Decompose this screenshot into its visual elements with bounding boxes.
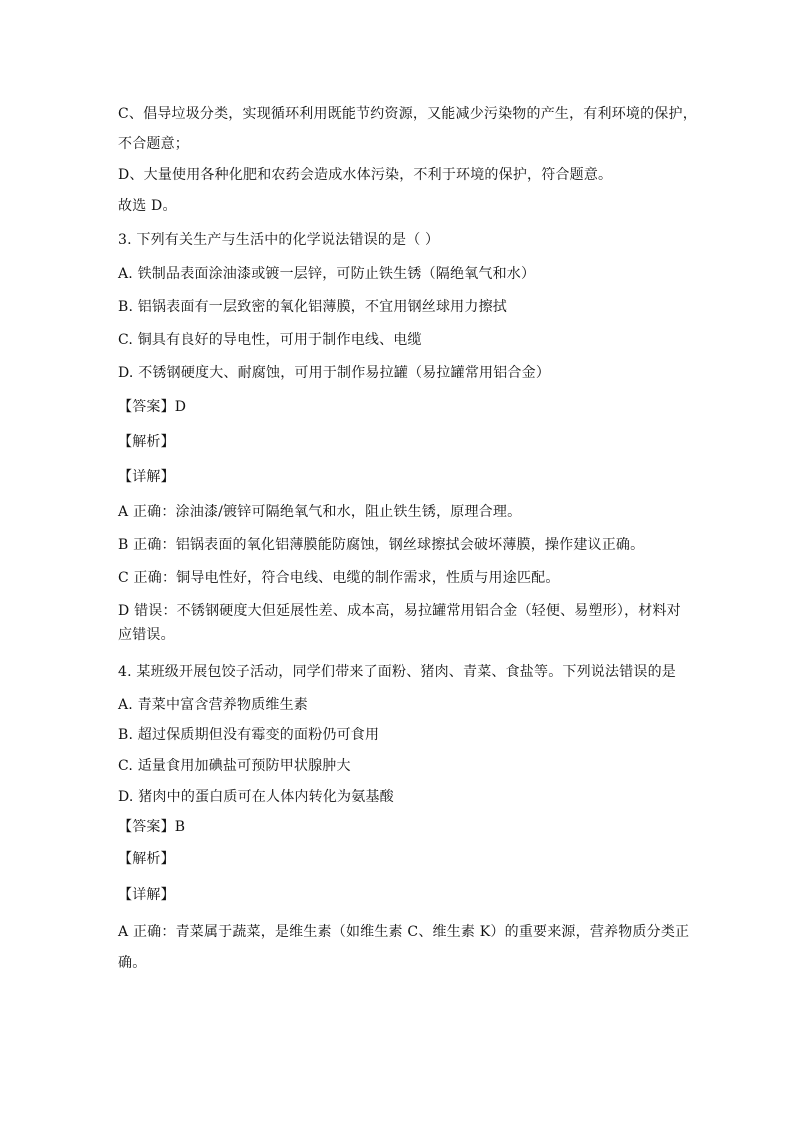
option-line: C. 铜具有良好的导电性，可用于制作电线、电缆 bbox=[118, 332, 422, 348]
option-line: A. 青菜中富含营养物质维生素 bbox=[118, 697, 309, 713]
explanation-line: D 错误：不锈钢硬度大但延展性差、成本高，易拉罐常用铝合金（轻便、易塑形），材料对 bbox=[118, 603, 681, 619]
option-line: C. 适量食用加碘盐可预防甲状腺肿大 bbox=[118, 758, 351, 774]
explanation-line: A 正确：涂油漆/镀锌可隔绝氧气和水，阻止铁生锈，原理合理。 bbox=[118, 504, 522, 520]
analysis-label: 【解析】 bbox=[118, 851, 175, 867]
text-line: D、大量使用各种化肥和农药会造成水体污染，不利于环境的保护，符合题意。 bbox=[118, 167, 613, 183]
answer-label: 【答案】B bbox=[118, 819, 186, 835]
explanation-line: A 正确：青菜属于蔬菜，是维生素（如维生素 C、维生素 K）的重要来源，营养物质分类正 bbox=[118, 924, 690, 940]
text-line: 故选 D。 bbox=[118, 198, 177, 214]
explanation-line: C 正确：铜导电性好，符合电线、电缆的制作需求，性质与用途匹配。 bbox=[118, 570, 560, 586]
option-line: B. 铝锅表面有一层致密的氧化铝薄膜，不宜用钢丝球用力擦拭 bbox=[118, 299, 507, 315]
question-stem: 4. 某班级开展包饺子活动，同学们带来了面粉、猪肉、青菜、食盐等。下列说法错误的是 bbox=[118, 664, 677, 680]
analysis-label: 【解析】 bbox=[118, 434, 175, 450]
question-stem: 3. 下列有关生产与生活中的化学说法错误的是（ ） bbox=[118, 232, 440, 248]
answer-label: 【答案】D bbox=[118, 399, 187, 415]
text-line: C、倡导垃圾分类，实现循环利用既能节约资源，又能减少污染物的产生，有利环境的保护， bbox=[118, 106, 697, 122]
option-line: D. 不锈钢硬度大、耐腐蚀，可用于制作易拉罐（易拉罐常用铝合金） bbox=[118, 365, 551, 381]
explanation-line: B 正确：铝锅表面的氧化铝薄膜能防腐蚀，钢丝球擦拭会破坏薄膜，操作建议正确。 bbox=[118, 537, 645, 553]
option-line: B. 超过保质期但没有霉变的面粉仍可食用 bbox=[118, 727, 380, 743]
text-line: 不合题意； bbox=[118, 136, 189, 152]
explanation-line: 应错误。 bbox=[118, 627, 175, 643]
explanation-line: 确。 bbox=[118, 955, 147, 971]
option-line: A. 铁制品表面涂油漆或镀一层锌，可防止铁生锈（隔绝氧气和水） bbox=[118, 266, 536, 282]
detail-label: 【详解】 bbox=[118, 887, 175, 903]
option-line: D. 猪肉中的蛋白质可在人体内转化为氨基酸 bbox=[118, 789, 394, 805]
detail-label: 【详解】 bbox=[118, 469, 175, 485]
